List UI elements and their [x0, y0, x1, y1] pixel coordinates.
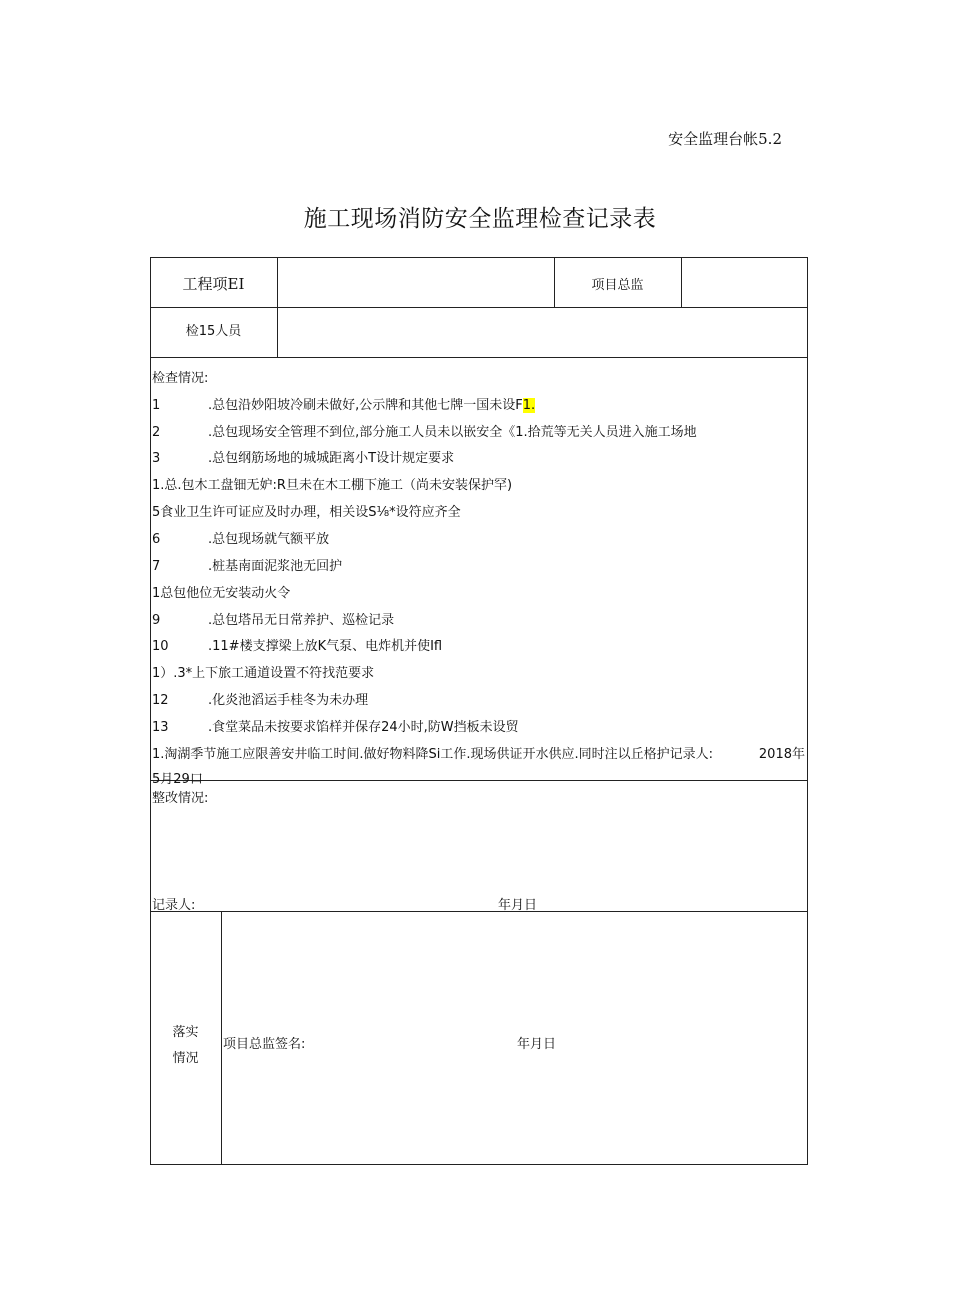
inspection-final-line: 1.淘湖季节施工应限善安井临工时间.做好物料降Si工作.现场供证开水供应.同时注以丘格护记录人:	[152, 747, 714, 762]
table-column-divider	[277, 257, 278, 357]
list-item	[152, 689, 368, 708]
list-item	[152, 394, 535, 413]
list-item	[152, 501, 461, 520]
item-text: 1）.3*上下旅工通道设置不符找范要求	[152, 666, 375, 681]
list-item	[152, 447, 454, 466]
rectification-heading: 整改情况:	[152, 791, 209, 806]
table-row-divider	[150, 307, 808, 308]
list-item	[152, 635, 442, 654]
item-text: .食堂菜品未按要求馅样并保存24小时,防W挡板未设贸	[208, 720, 519, 735]
rectification-date-label: 年月日	[498, 898, 538, 913]
item-text: .桩基南面泥浆池无回护	[208, 559, 343, 574]
table-row-divider	[150, 357, 808, 358]
list-item	[152, 662, 374, 681]
table-column-divider	[221, 911, 222, 1165]
table-border-bottom	[150, 1164, 808, 1165]
supervisor-signature-label: 项目总监签名:	[223, 1037, 306, 1052]
inspection-date: 5月29口	[152, 772, 203, 787]
project-label: 工程项EI	[182, 275, 245, 293]
implementation-date-label: 年月日	[517, 1037, 557, 1052]
item-text: 1.总.包木工盘钿无妒:R旦未在木工棚下施工（尚未安装保护罕)	[152, 478, 513, 493]
list-item	[152, 609, 394, 628]
table-border-top	[150, 257, 808, 258]
item-text: .总包现场就气额平放	[208, 532, 330, 547]
table-row-divider	[150, 780, 808, 781]
inspection-record-table	[150, 257, 808, 1165]
item-text: .化炎池滔运手桂冬为未办理	[208, 693, 369, 708]
list-item	[152, 582, 290, 601]
item-text: .总包纲筋场地的城城距离小T设计规定要求	[208, 451, 455, 466]
item-number: 10	[152, 639, 169, 654]
item-text: .总包塔吊无日常养护、巡检记录	[208, 613, 395, 628]
document-title: 施工现场消防安全监理检查记录表	[303, 206, 657, 232]
list-item	[152, 474, 512, 493]
item-text: .总包现场安全管理不到位,部分施工人员未以嵌安全《1.拾荒等无关人员进入施工场地	[208, 425, 697, 440]
item-number: 12	[152, 693, 169, 708]
highlighted-text: 1.	[522, 398, 536, 413]
list-item	[152, 555, 342, 574]
item-text: 1总包他位无安装动火令	[152, 586, 291, 601]
item-text: .总包沿妙阳坡冷刷未做好,公示牌和其他七牌一国未设F	[208, 398, 523, 413]
item-number: 2	[152, 425, 161, 440]
implementation-label-line2: 情况	[172, 1051, 199, 1066]
inspection-date-wrapper	[150, 757, 808, 787]
list-item	[152, 528, 329, 547]
item-number: 7	[152, 559, 161, 574]
item-number: 13	[152, 720, 169, 735]
rectification-recorder-label: 记录人:	[152, 898, 196, 913]
document-reference-code: 安全监理台帐5.2	[668, 130, 782, 148]
implementation-label-line1: 落实	[172, 1025, 199, 1040]
chief-supervisor-label: 项目总监	[591, 278, 644, 293]
table-row-divider	[150, 911, 808, 912]
item-number: 3	[152, 451, 161, 466]
item-number: 9	[152, 613, 161, 628]
table-border-right	[807, 257, 808, 1165]
item-text: .11#楼支撑梁上放K气泵、电炸机并使Ifl	[208, 639, 443, 654]
item-number: 6	[152, 532, 161, 547]
inspection-year: 2018年	[758, 747, 805, 762]
list-item	[152, 716, 519, 735]
list-item	[152, 421, 697, 440]
table-column-divider	[681, 257, 682, 307]
inspection-heading: 检查情况:	[152, 371, 209, 386]
item-number: 1	[152, 398, 161, 413]
inspectors-label: 检15人员	[185, 324, 242, 339]
item-text: 5食业卫生许可证应及时办理，相关设S⅛*设符应齐全	[152, 505, 461, 520]
